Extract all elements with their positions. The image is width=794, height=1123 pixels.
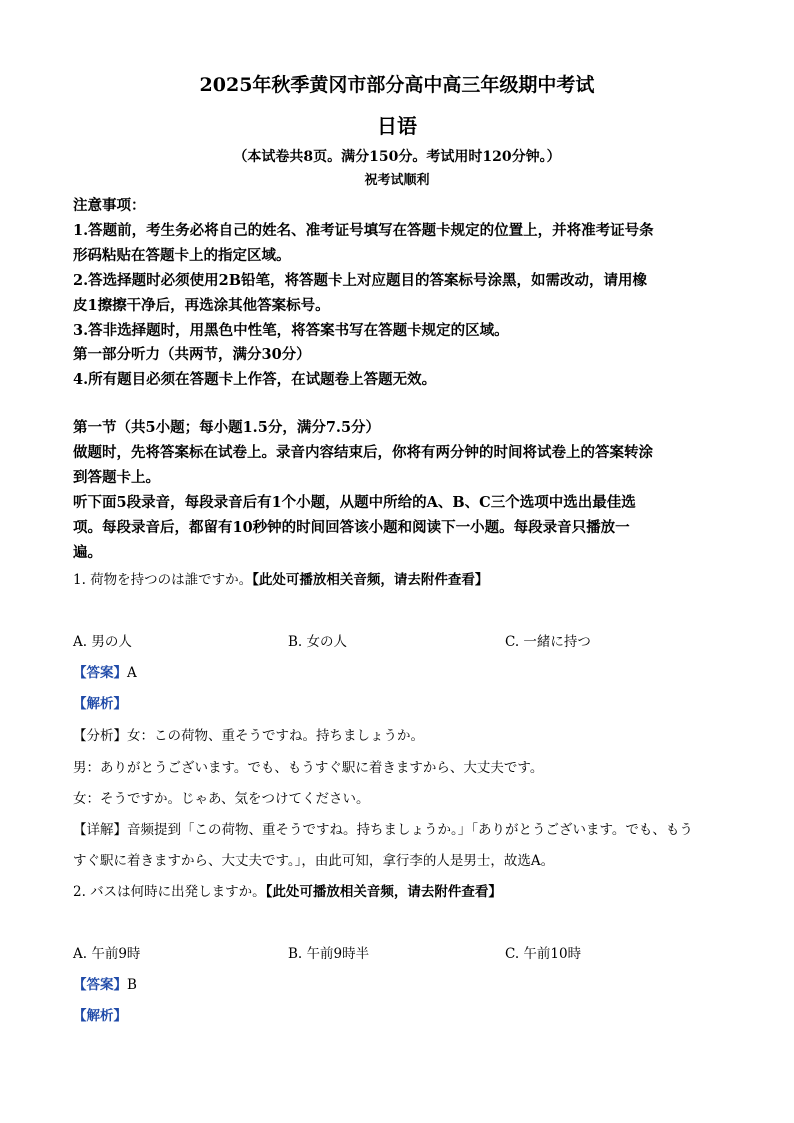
answer-value: A	[127, 665, 137, 681]
part-one-heading: 第一部分听力（共两节，满分30分）	[73, 346, 311, 363]
section-one-instruction-1-line-2: 到答题卡上。	[73, 469, 160, 486]
question-2-analysis-heading	[73, 1005, 723, 1027]
analysis-tag: 【解析】	[73, 1008, 127, 1024]
dialog-line-1: 女：この荷物、重そうですね。持ちましょうか。	[127, 728, 424, 744]
question-2-option-b[interactable]: B. 午前9時半	[288, 946, 370, 962]
analysis-tag: 【解析】	[73, 696, 127, 712]
question-1-option-b[interactable]: B. 女の人	[288, 634, 348, 650]
exam-subject: 日语	[377, 114, 417, 138]
question-1-audio-note[interactable]: 【此处可播放相关音频，请去附件查看】	[252, 572, 489, 588]
section-one-instruction-2-line-2: 项。每段录音后，都留有10秒钟的时间回答该小题和阅读下一小题。每段录音只播放一	[73, 519, 630, 536]
question-2-audio-note[interactable]: 【此处可播放相关音频，请去附件查看】	[265, 884, 502, 900]
question-1-fenxi	[73, 725, 723, 747]
question-2	[73, 881, 723, 903]
answer-value: B	[127, 977, 137, 993]
detail-text-1: 音频提到「この荷物、重そうですね。持ちましょうか。」「ありがとうございます。でも、もう	[127, 822, 693, 838]
section-one-instruction-2-line-3: 遍。	[73, 544, 102, 561]
note-item-1-line-2: 形码粘贴在答题卡上的指定区域。	[73, 247, 291, 264]
question-1-option-a[interactable]: A. 男の人	[73, 634, 132, 650]
note-item-2-line-2: 皮1擦擦干净后，再选涂其他答案标号。	[73, 297, 330, 314]
exam-info: （本试卷共8页。满分150分。考试用时120分钟。）	[233, 149, 561, 165]
note-item-4: 4.所有题目必须在答题卡上作答，在试题卷上答题无效。	[73, 371, 437, 388]
note-item-1-line-1: 1.答题前，考生务必将自己的姓名、准考证号填写在答题卡规定的位置上，并将准考证号条	[73, 222, 654, 239]
section-one-instruction-1-line-1: 做题时，先将答案标在试卷上。录音内容结束后，你将有两分钟的时间将试卷上的答案转涂	[73, 444, 653, 461]
question-1-option-c[interactable]: C. 一緒に持つ	[505, 634, 591, 650]
question-2-option-c[interactable]: C. 午前10時	[505, 946, 582, 962]
answer-tag: 【答案】	[73, 977, 127, 993]
question-2-option-a[interactable]: A. 午前9時	[73, 946, 141, 962]
exam-wish: 祝考试顺利	[364, 173, 430, 188]
question-1	[73, 569, 723, 591]
dialog-line-3: 女：そうですか。じゃあ、気をつけてください。	[73, 791, 370, 807]
note-item-3: 3.答非选择题时，用黑色中性笔，将答案书写在答题卡规定的区域。	[73, 322, 509, 339]
section-one-heading: 第一节（共5小题；每小题1.5分，满分7.5分）	[73, 419, 381, 436]
note-item-2-line-1: 2.答选择题时必须使用2B铅笔，将答题卡上对应题目的答案标号涂黑，如需改动，请用橡	[73, 272, 647, 289]
question-1-detail-line-2: すぐ駅に着きますから、大丈夫です。」，由此可知，拿行李的人是男士，故选A。	[73, 853, 555, 869]
exam-title: 2025年秋季黄冈市部分高中高三年级期中考试	[199, 74, 595, 96]
question-2-answer	[73, 974, 723, 996]
fenxi-tag: 【分析】	[73, 728, 127, 744]
detail-tag: 【详解】	[73, 822, 127, 838]
answer-tag: 【答案】	[73, 665, 127, 681]
notes-heading: 注意事项：	[73, 197, 146, 214]
question-1-text: 1. 荷物を持つのは誰ですか。	[73, 572, 253, 588]
question-1-detail-line-1	[73, 819, 723, 841]
dialog-line-2: 男：ありがとうございます。でも、もうすぐ駅に着きますから、大丈夫です。	[73, 760, 544, 776]
question-1-answer	[73, 662, 723, 684]
question-1-analysis-heading	[73, 693, 723, 715]
section-one-instruction-2-line-1: 听下面5段录音，每段录音后有1个小题，从题中所给的A、B、C三个选项中选出最佳选	[73, 494, 636, 511]
question-2-text: 2. バスは何時に出発しますか。	[73, 884, 266, 900]
